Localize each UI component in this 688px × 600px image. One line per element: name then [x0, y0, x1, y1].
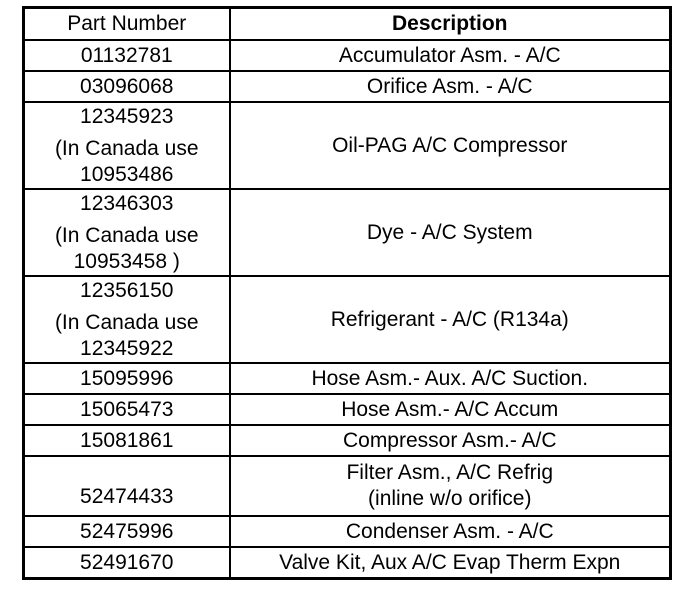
- table-row: [24, 425, 671, 456]
- table-row: [24, 71, 671, 102]
- part-number-cell: [24, 276, 230, 363]
- part-number-cell: 03096068: [24, 71, 230, 102]
- table-header-row: [24, 8, 671, 41]
- description-cell: Dye - A/C System: [230, 189, 671, 276]
- part-number-cell: 15081861: [24, 425, 230, 456]
- part-number-cell: [24, 189, 230, 276]
- part-number: 52474433: [80, 485, 174, 508]
- description-cell: Refrigerant - A/C (R134a): [230, 276, 671, 363]
- part-number-cell: 15065473: [24, 394, 230, 425]
- canada-note: (In Canada use: [54, 136, 199, 160]
- description-cell: Oil-PAG A/C Compressor: [230, 102, 671, 189]
- table-row: [24, 189, 671, 276]
- description-cell: Compressor Asm.- A/C: [230, 425, 671, 456]
- parts-table: [22, 6, 672, 580]
- description-cell: Hose Asm.- A/C Accum: [230, 394, 671, 425]
- canada-note: (In Canada use: [54, 310, 199, 334]
- table-row: [24, 394, 671, 425]
- table-row: [24, 456, 671, 516]
- part-number-cell: 15095996: [24, 363, 230, 394]
- description-cell: Hose Asm.- Aux. A/C Suction.: [230, 363, 671, 394]
- canada-part-number: 12345922: [80, 336, 174, 360]
- description-cell: Valve Kit, Aux A/C Evap Therm Expn: [230, 547, 671, 579]
- description-cell: Accumulator Asm. - A/C: [230, 40, 671, 71]
- description-line-1: Filter Asm., A/C Refrig: [346, 461, 554, 484]
- description-line-2: (inline w/o orifice): [368, 487, 532, 510]
- part-number-cell: 52491670: [24, 547, 230, 579]
- part-number-cell: [24, 102, 230, 189]
- table-row: [24, 40, 671, 71]
- part-number-cell: [24, 456, 230, 516]
- part-number-cell: 52475996: [24, 516, 230, 547]
- table-row: [24, 276, 671, 363]
- description-cell: [230, 456, 671, 516]
- table-row: [24, 547, 671, 579]
- table-row: [24, 363, 671, 394]
- table-row: [24, 516, 671, 547]
- canada-note: (In Canada use: [54, 223, 199, 247]
- table-row: [24, 102, 671, 189]
- part-number-cell: 01132781: [24, 40, 230, 71]
- part-number: 12356150: [80, 278, 174, 302]
- description-header: Description: [230, 8, 671, 41]
- canada-part-number: 10953458 ): [73, 249, 180, 273]
- description-cell: Orifice Asm. - A/C: [230, 71, 671, 102]
- description-cell: Condenser Asm. - A/C: [230, 516, 671, 547]
- part-number: 12345923: [80, 104, 174, 128]
- part-number: 12346303: [80, 191, 174, 215]
- canada-part-number: 10953486: [80, 162, 174, 186]
- part-number-header: Part Number: [24, 8, 230, 41]
